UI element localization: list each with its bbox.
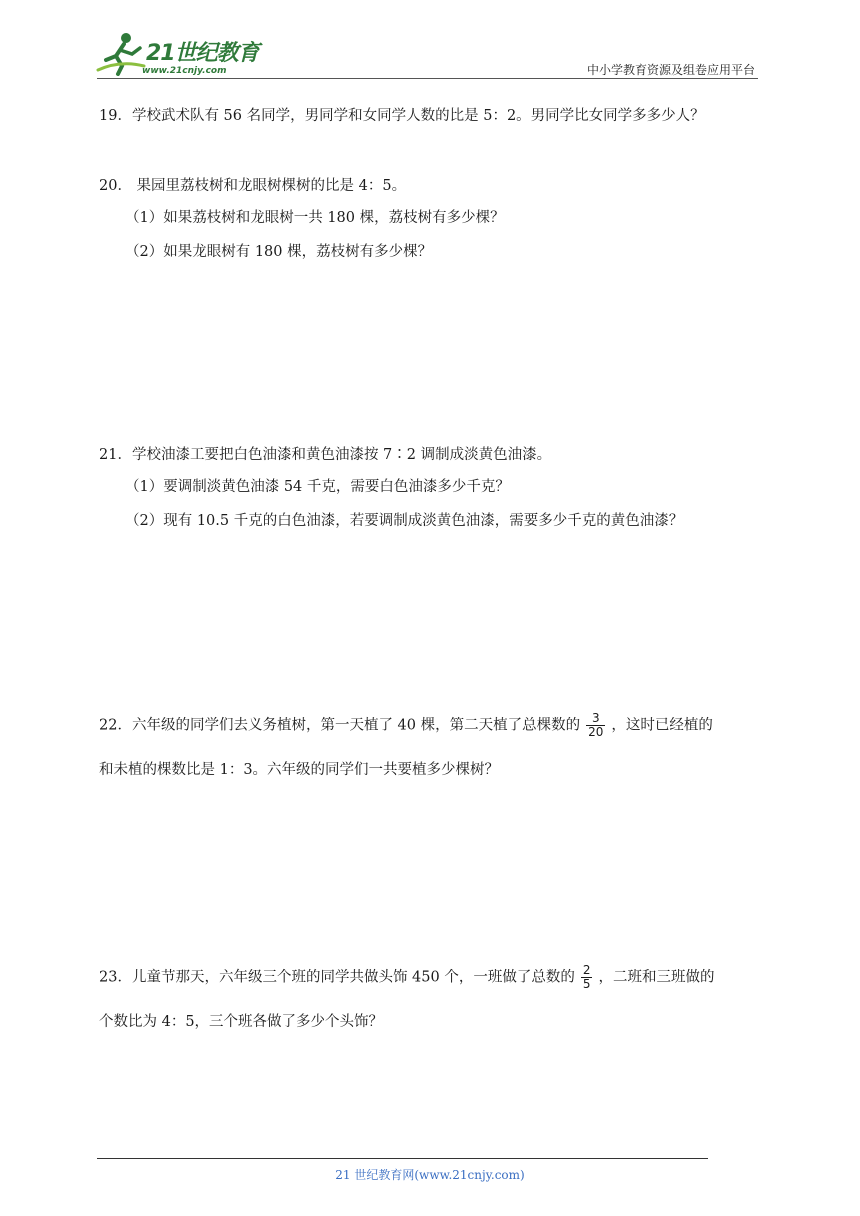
fraction-denominator: 20 [588,725,604,739]
fraction-denominator: 5 [582,977,591,991]
question-21-part-2: （2）现有 10.5 千克的白色油漆，若要调制成淡黄色油漆，需要多少千克的黄色油漆？ [125,513,684,529]
question-23-line-2: 个数比为 4：5，三个班各做了多少个头饰？ [99,1014,384,1030]
footer-link[interactable]: 21 世纪教育网(www.21cnjy.com) [335,1168,525,1182]
question-22-text-after: ，这时已经植的 [611,717,713,734]
question-21: 21．学校油漆工要把白色油漆和黄色油漆按 7∶2 调制成淡黄色油漆。 [99,447,552,463]
question-22-line-1 [99,712,764,739]
site-logo[interactable] [96,30,266,80]
question-20: 20． 果园里荔枝树和龙眼树棵树的比是 4：5。 [99,178,407,194]
logo-main-text: 21世纪教育 [146,41,259,66]
question-23-line-1 [99,964,764,991]
page-header [0,0,860,80]
platform-title: 中小学教育资源及组卷应用平台 [586,63,755,77]
question-23-text-after: ，二班和三班做的 [598,969,715,986]
fraction-2-5 [581,964,593,991]
fraction-numerator: 3 [591,711,600,725]
header-divider [97,78,758,79]
logo-url-text: www.21cnjy.com [142,66,227,76]
question-22-line-2: 和未植的棵数比是 1：3。六年级的同学们一共要植多少棵树？ [99,762,500,778]
question-23-text-before: 23．儿童节那天，六年级三个班的同学共做头饰 450 个，一班做了总数的 [99,969,575,986]
footer-divider [97,1158,708,1159]
runner-logo-icon [96,30,146,76]
question-20-part-1: （1）如果荔枝树和龙眼树一共 180 棵，荔枝树有多少棵？ [125,210,505,226]
question-20-part-2: （2）如果龙眼树有 180 棵，荔枝树有多少棵？ [125,244,433,260]
question-22-text-before: 22．六年级的同学们去义务植树，第一天植了 40 棵，第二天植了总棵数的 [99,717,581,734]
fraction-3-20 [586,712,605,739]
question-21-part-1: （1）要调制淡黄色油漆 54 千克，需要白色油漆多少千克？ [125,479,510,495]
fraction-numerator: 2 [582,963,591,977]
question-19: 19．学校武术队有 56 名同学，男同学和女同学人数的比是 5：2。男同学比女同学多多少人？ [99,108,705,124]
